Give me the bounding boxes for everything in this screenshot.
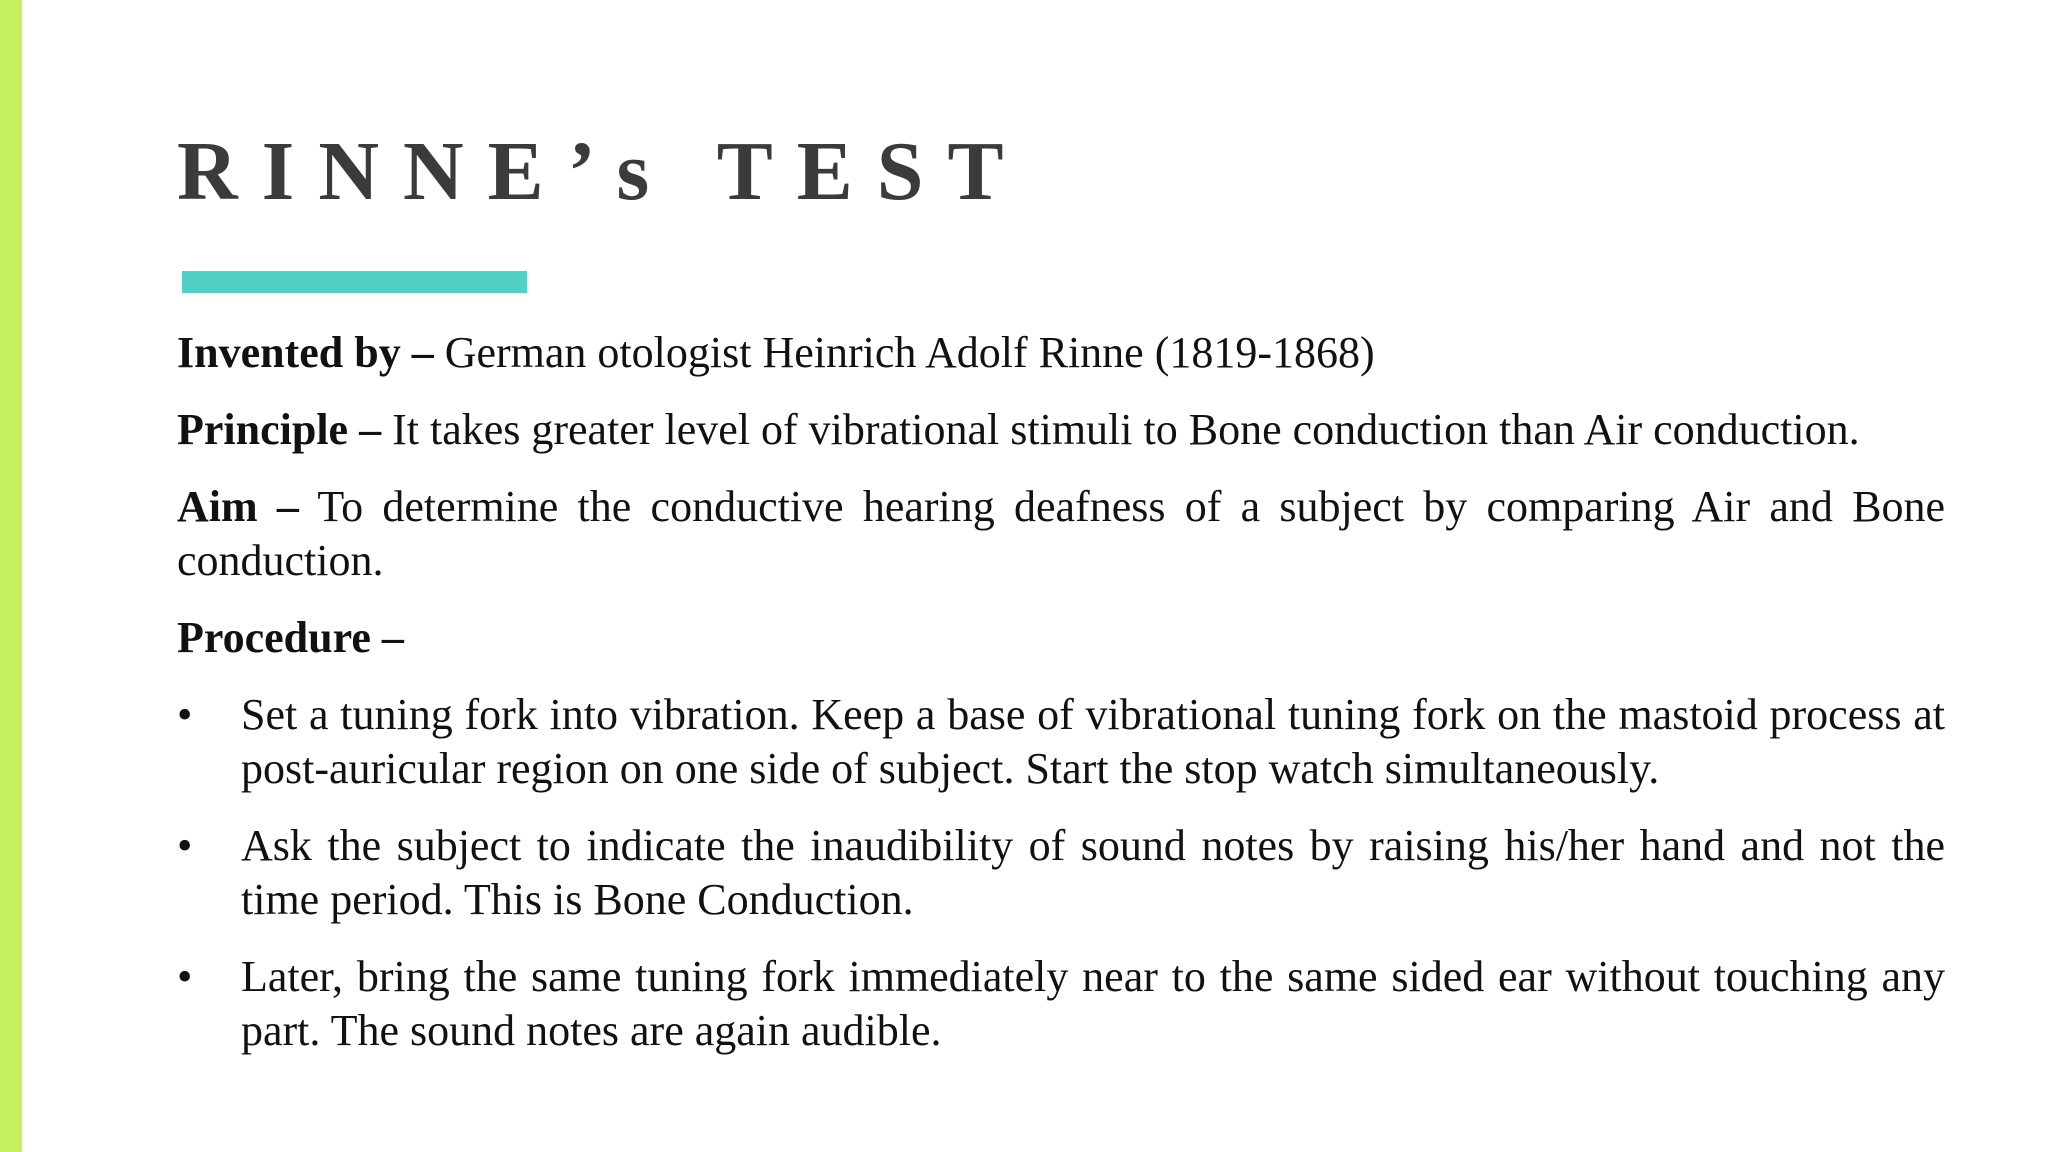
procedure-step-text: Ask the subject to indicate the inaudibility of sound notes by raising his/her hand and not the time period. This is Bone Conduction. bbox=[241, 821, 1945, 924]
list-item bbox=[177, 950, 1945, 1058]
principle-label: Principle – bbox=[177, 405, 382, 454]
side-accent-bar bbox=[0, 0, 22, 1152]
list-item bbox=[177, 688, 1945, 796]
bullet-icon: • bbox=[177, 952, 193, 1001]
list-item bbox=[177, 819, 1945, 927]
title-underline bbox=[182, 271, 527, 293]
procedure-heading bbox=[177, 611, 1945, 665]
procedure-step-text: Later, bring the same tuning fork immediately near to the same sided ear without touching any part. The sound notes are again audible. bbox=[241, 952, 1945, 1055]
invented-by-paragraph bbox=[177, 326, 1945, 380]
procedure-list bbox=[177, 688, 1945, 1058]
procedure-step-text: Set a tuning fork into vibration. Keep a base of vibrational tuning fork on the mastoid process at post-auricular region on one side of subject. Start the stop watch simultaneously. bbox=[241, 690, 1945, 793]
principle-text: It takes greater level of vibrational stimuli to Bone conduction than Air conduction. bbox=[381, 405, 1860, 454]
invented-by-label: Invented by – bbox=[177, 328, 434, 377]
bullet-icon: • bbox=[177, 690, 193, 739]
slide-content bbox=[177, 326, 1945, 1081]
bullet-icon: • bbox=[177, 821, 193, 870]
principle-paragraph bbox=[177, 403, 1945, 457]
aim-text: To determine the conductive hearing deafness of a subject by comparing Air and Bone conduction. bbox=[177, 482, 1946, 585]
slide-title: RINNE’s TEST bbox=[177, 125, 1028, 218]
procedure-label: Procedure – bbox=[177, 613, 404, 662]
aim-label: Aim – bbox=[177, 482, 299, 531]
invented-by-text: German otologist Heinrich Adolf Rinne (1819-1868) bbox=[433, 328, 1375, 377]
aim-paragraph bbox=[177, 480, 1945, 588]
